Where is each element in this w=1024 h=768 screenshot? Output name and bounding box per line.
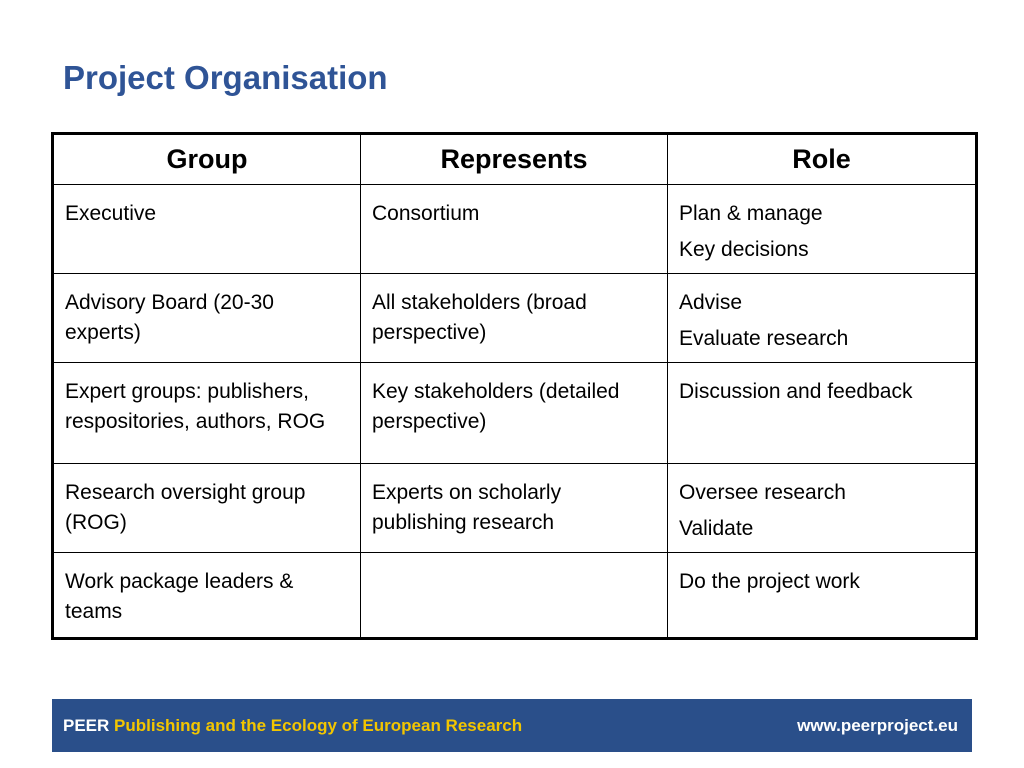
role-item: Plan & manage [679, 202, 823, 225]
footer-bar [52, 699, 972, 752]
represents-cell: Consortium [361, 185, 668, 274]
group-cell: Work package leaders & teams [53, 553, 361, 639]
footer-branding [63, 716, 522, 736]
group-cell: Research oversight group (ROG) [53, 464, 361, 553]
represents-cell [361, 553, 668, 639]
group-cell: Advisory Board (20-30 experts) [53, 274, 361, 363]
column-header-group: Group [53, 134, 361, 185]
role-item: Do the project work [679, 570, 860, 593]
table-row [53, 363, 977, 464]
group-cell: Executive [53, 185, 361, 274]
role-item: Oversee research [679, 481, 846, 504]
role-cell [668, 464, 977, 553]
table-row [53, 274, 977, 363]
role-cell [668, 274, 977, 363]
table-header-row [53, 134, 977, 185]
footer-url-link[interactable]: www.peerproject.eu [797, 715, 958, 735]
table-row [53, 464, 977, 553]
role-cell [668, 553, 977, 639]
footer-brand: PEER [63, 715, 110, 735]
represents-cell: Key stakeholders (detailed perspective) [361, 363, 668, 464]
role-item: Evaluate research [679, 327, 849, 350]
role-cell [668, 185, 977, 274]
table-row [53, 553, 977, 639]
role-item: Advise [679, 291, 743, 314]
role-cell [668, 363, 977, 464]
role-item: Validate [679, 517, 754, 540]
role-item: Discussion and feedback [679, 380, 913, 403]
footer-tagline: Publishing and the Ecology of European Research [114, 715, 523, 735]
column-header-represents: Represents [361, 134, 668, 185]
organisation-table [51, 132, 978, 640]
table-row [53, 185, 977, 274]
group-cell: Expert groups: publishers, respositories, authors, ROG [53, 363, 361, 464]
column-header-role: Role [668, 134, 977, 185]
page-title: Project Organisation [63, 59, 388, 96]
represents-cell: All stakeholders (broad perspective) [361, 274, 668, 363]
role-item: Key decisions [679, 238, 809, 261]
represents-cell: Experts on scholarly publishing research [361, 464, 668, 553]
